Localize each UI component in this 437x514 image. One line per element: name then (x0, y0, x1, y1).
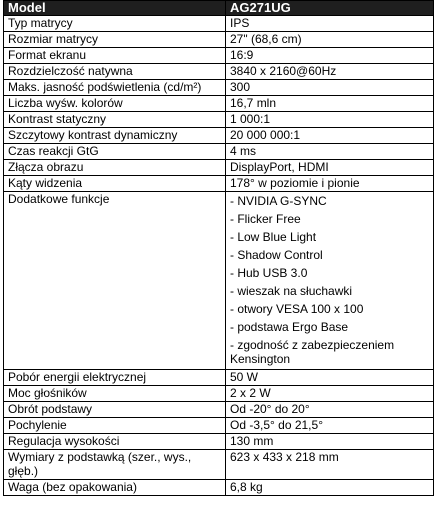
spec-value: Od -20° do 20° (226, 402, 434, 418)
spec-label: Złącza obrazu (4, 160, 226, 176)
list-item: - NVIDIA G-SYNC (230, 194, 327, 208)
list-item: - zgodność z zabezpieczeniem Kensington (230, 338, 395, 366)
table-row (4, 176, 434, 192)
spec-label: Typ matrycy (4, 16, 226, 32)
spec-value: 16,7 mln (226, 96, 434, 112)
spec-value: 623 x 433 x 218 mm (226, 450, 434, 480)
spec-label: Format ekranu (4, 48, 226, 64)
spec-value: 178° w poziomie i pionie (226, 176, 434, 192)
list-item: - podstawa Ergo Base (230, 320, 349, 334)
table-row (4, 144, 434, 160)
spec-value: 16:9 (226, 48, 434, 64)
list-item: - otwory VESA 100 x 100 (230, 302, 364, 316)
list-item: - Hub USB 3.0 (230, 266, 308, 280)
spec-label: Regulacja wysokości (4, 434, 226, 450)
list-item: - Low Blue Light (230, 230, 317, 244)
spec-table (3, 0, 434, 496)
header-model-value: AG271UG (226, 1, 434, 16)
spec-label: Kąty widzenia (4, 176, 226, 192)
header-model-label: Model (4, 1, 226, 16)
table-row (4, 480, 434, 496)
spec-label: Szczytowy kontrast dynamiczny (4, 128, 226, 144)
spec-label: Pochylenie (4, 418, 226, 434)
table-row (4, 386, 434, 402)
table-row (4, 48, 434, 64)
table-row (4, 450, 434, 480)
spec-value: 20 000 000:1 (226, 128, 434, 144)
table-row-features (4, 192, 434, 370)
list-item: - Shadow Control (230, 248, 323, 262)
spec-value: Od -3,5° do 21,5° (226, 418, 434, 434)
spec-value: IPS (226, 16, 434, 32)
table-row (4, 64, 434, 80)
features-cell (226, 192, 434, 370)
table-row (4, 96, 434, 112)
spec-label: Moc głośników (4, 386, 226, 402)
spec-label: Dodatkowe funkcje (4, 192, 226, 370)
spec-label: Wymiary z podstawką (szer., wys., głęb.) (4, 450, 226, 480)
table-row (4, 128, 434, 144)
spec-value: 27" (68,6 cm) (226, 32, 434, 48)
list-item: - Flicker Free (230, 212, 301, 226)
spec-value: 2 x 2 W (226, 386, 434, 402)
spec-value: 130 mm (226, 434, 434, 450)
table-header-row (4, 1, 434, 16)
spec-label: Obrót podstawy (4, 402, 226, 418)
spec-label: Kontrast statyczny (4, 112, 226, 128)
table-row (4, 160, 434, 176)
table-row (4, 402, 434, 418)
spec-label: Liczba wyśw. kolorów (4, 96, 226, 112)
spec-value: 3840 x 2160@60Hz (226, 64, 434, 80)
table-row (4, 112, 434, 128)
spec-value: 300 (226, 80, 434, 96)
table-row (4, 370, 434, 386)
table-row (4, 434, 434, 450)
table-row (4, 80, 434, 96)
spec-value: DisplayPort, HDMI (226, 160, 434, 176)
table-row (4, 32, 434, 48)
spec-label: Pobór energii elektrycznej (4, 370, 226, 386)
spec-label: Maks. jasność podświetlenia (cd/m²) (4, 80, 226, 96)
spec-value: 1 000:1 (226, 112, 434, 128)
spec-label: Waga (bez opakowania) (4, 480, 226, 496)
features-list (230, 192, 429, 368)
spec-value: 50 W (226, 370, 434, 386)
spec-value: 6,8 kg (226, 480, 434, 496)
spec-label: Rozmiar matrycy (4, 32, 226, 48)
spec-label: Rozdzielczość natywna (4, 64, 226, 80)
table-row (4, 16, 434, 32)
list-item: - wieszak na słuchawki (230, 284, 353, 298)
spec-value: 4 ms (226, 144, 434, 160)
spec-label: Czas reakcji GtG (4, 144, 226, 160)
table-row (4, 418, 434, 434)
